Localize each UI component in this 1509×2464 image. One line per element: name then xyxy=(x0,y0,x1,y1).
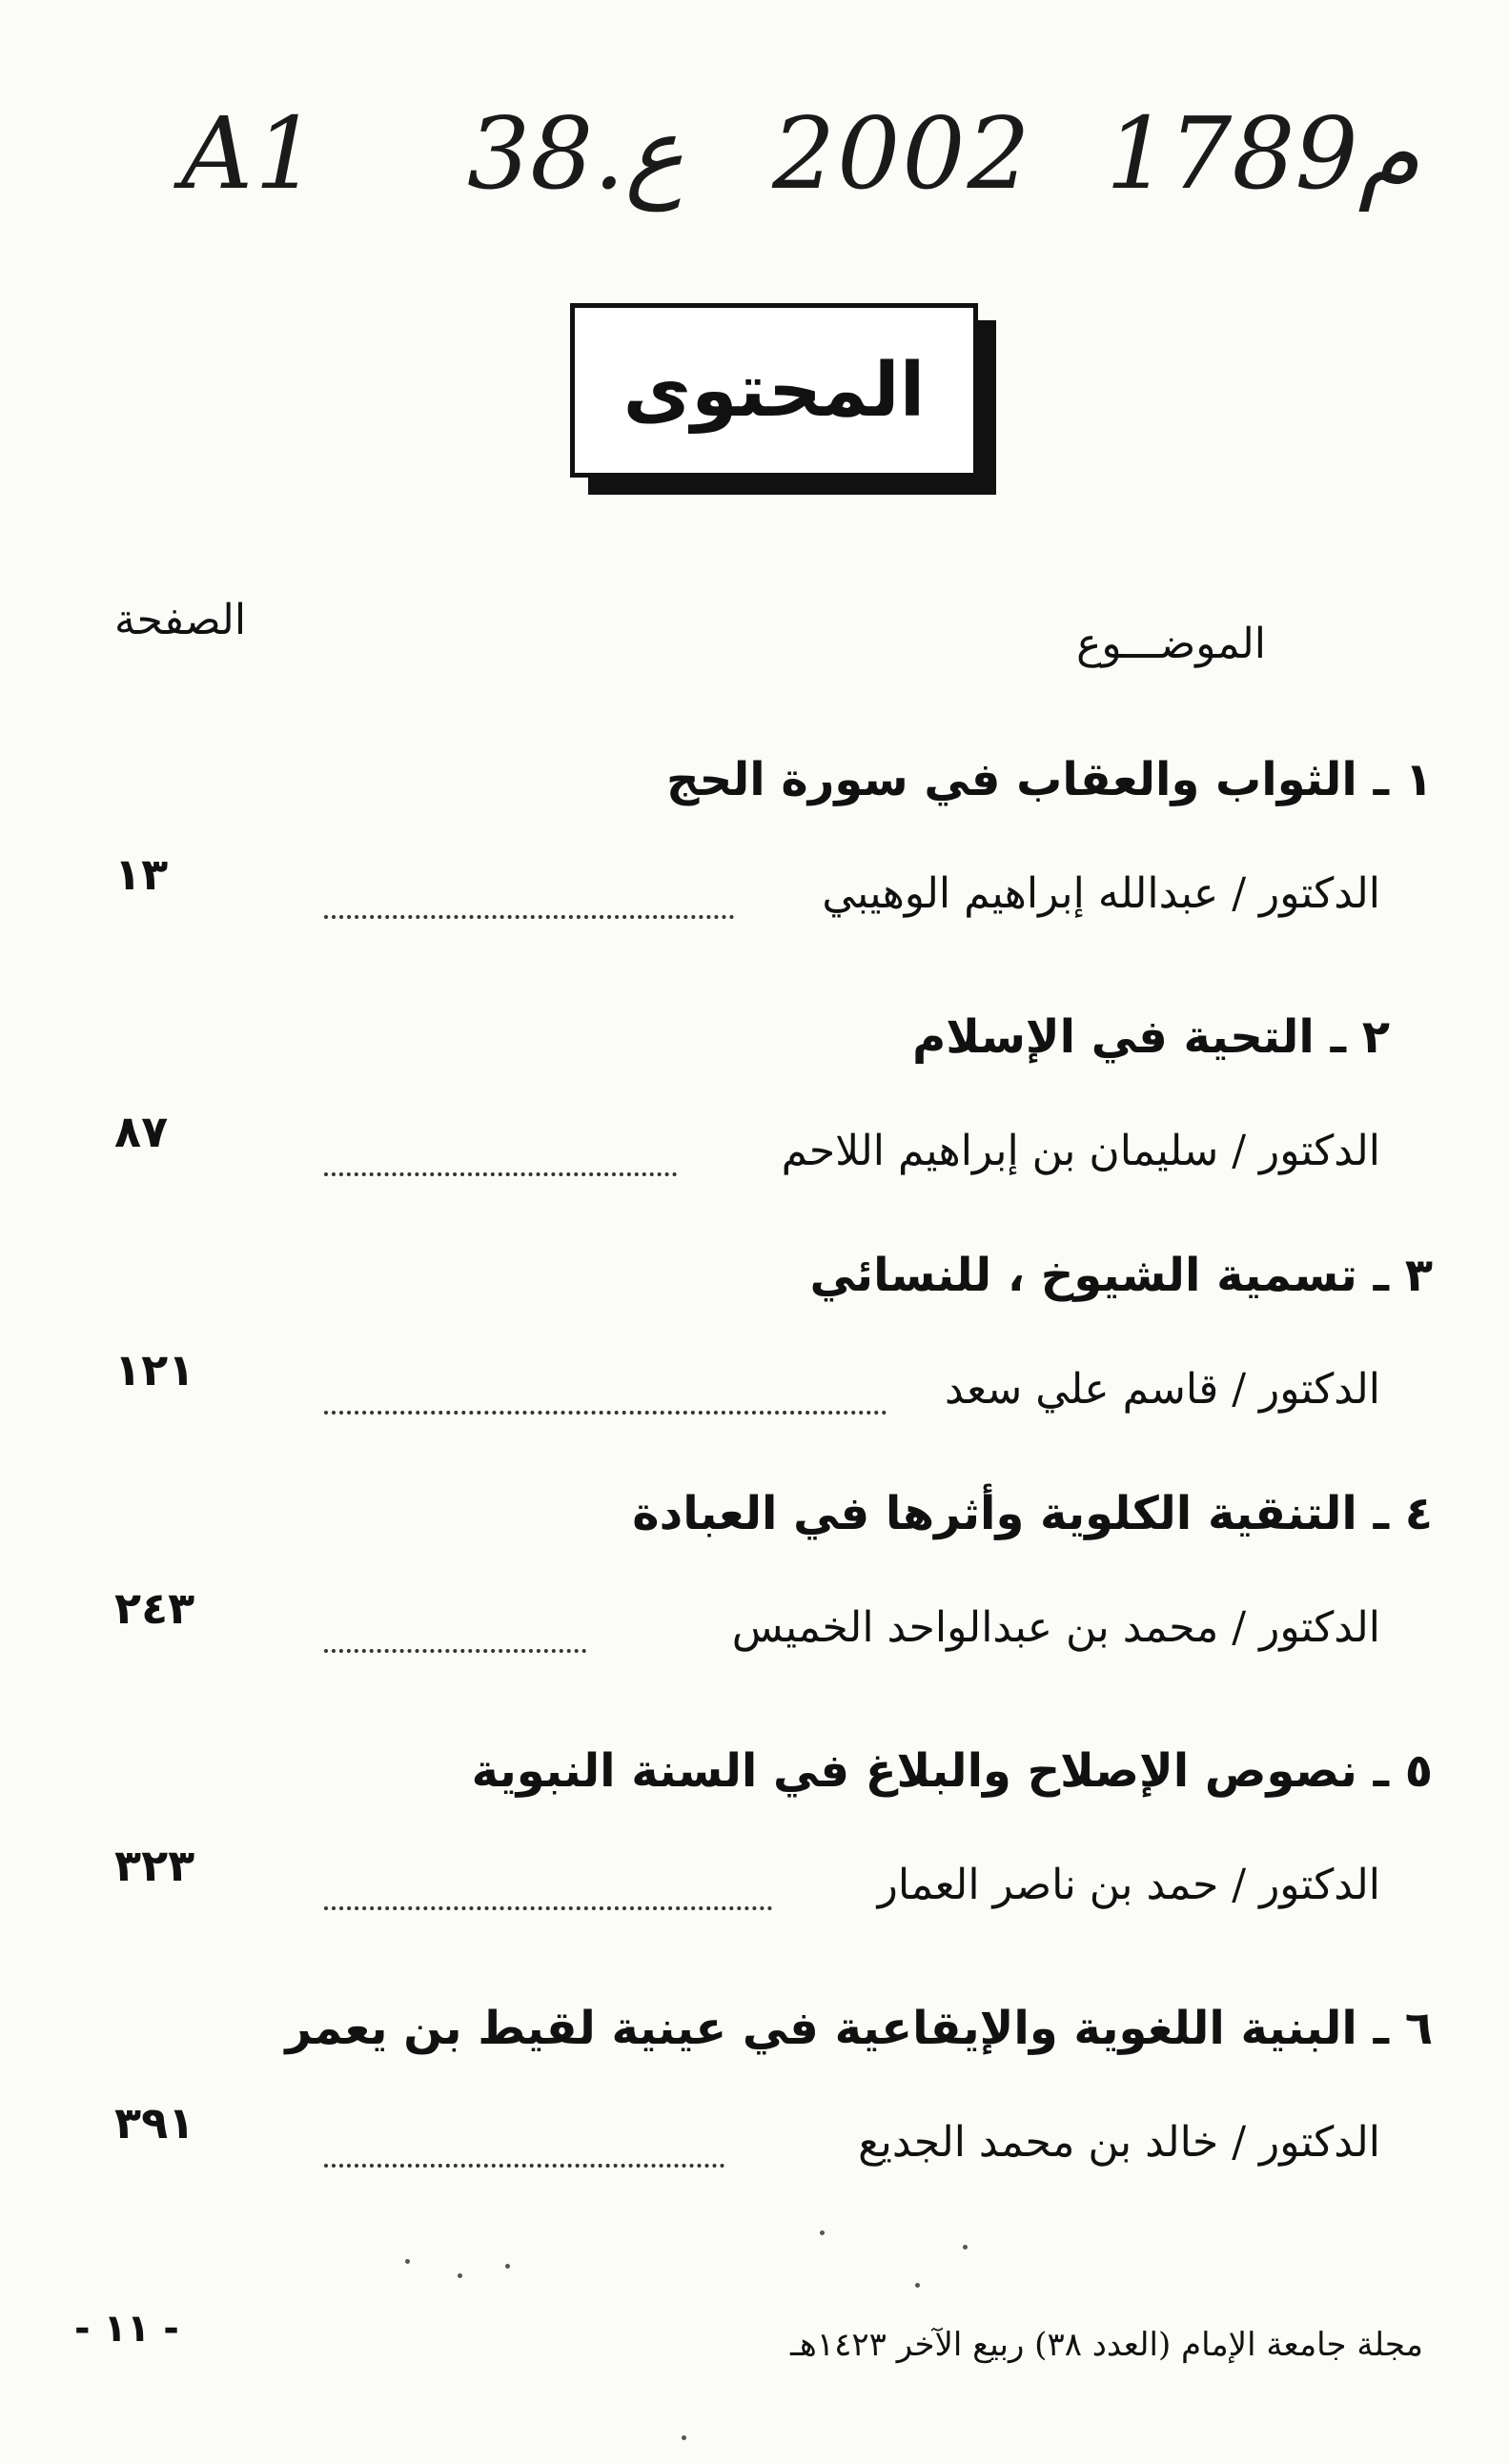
dot-leader xyxy=(324,1906,772,1910)
entry-page-number: ٢٤٣ xyxy=(114,1582,195,1634)
entry-page-number: ٣٩١ xyxy=(114,2097,195,2148)
entry-page-number: ٨٧ xyxy=(114,1106,169,1157)
topic-column-header: الموضـــوع xyxy=(1076,620,1266,668)
entry-author: الدكتور / سليمان بن إبراهيم اللاحم xyxy=(781,1127,1380,1175)
scan-speck xyxy=(820,2230,825,2235)
handwritten-note-part: 38.ع xyxy=(467,95,684,212)
scan-speck xyxy=(915,2283,920,2288)
entry-author: الدكتور / عبدالله إبراهيم الوهيبي xyxy=(822,869,1380,918)
entry-page-number: ٣٢٣ xyxy=(114,1840,195,1891)
entry-author: الدكتور / قاسم علي سعد xyxy=(945,1365,1380,1414)
entry-author: الدكتور / حمد بن ناصر العمار xyxy=(877,1861,1380,1909)
entry-page-number: ١٣ xyxy=(114,848,169,900)
entry-title: ٢ ـ التحية في الإسلام xyxy=(912,1010,1390,1064)
handwritten-note-part: 2002 xyxy=(772,95,1032,212)
handwritten-note xyxy=(181,95,1420,219)
scan-speck xyxy=(505,2264,510,2269)
scan-speck xyxy=(458,2273,462,2278)
entry-title: ٥ ـ نصوص الإصلاح والبلاغ في السنة النبوية xyxy=(471,1744,1433,1798)
page-column-header: الصفحة xyxy=(114,596,247,644)
page-title: المحتوى xyxy=(622,347,926,434)
entry-author: الدكتور / خالد بن محمد الجديع xyxy=(858,2118,1380,2167)
scan-speck xyxy=(963,2245,968,2250)
dot-leader xyxy=(324,1649,586,1653)
scan-speck xyxy=(682,2435,686,2440)
footer-journal-info: مجلة جامعة الإمام (العدد ٣٨) ربيع الآخر ١٤٢٣هـ xyxy=(789,2326,1423,2364)
handwritten-note-part: 1789م xyxy=(1106,95,1420,212)
dot-leader xyxy=(324,1172,677,1176)
handwritten-note-part: A1 xyxy=(181,95,320,212)
entry-page-number: ١٢١ xyxy=(114,1344,195,1395)
dot-leader xyxy=(324,915,734,919)
entry-title: ٤ ـ التنقية الكلوية وأثرها في العبادة xyxy=(632,1487,1433,1540)
title-box xyxy=(570,303,978,478)
footer-page-number: - ١١ - xyxy=(74,2307,179,2351)
dot-leader xyxy=(324,2164,724,2168)
entry-title: ١ ـ الثواب والعقاب في سورة الحج xyxy=(666,753,1433,806)
entry-title: ٦ ـ البنية اللغوية والإيقاعية في عينية لقيط بن يعمر xyxy=(285,2002,1433,2055)
scan-speck xyxy=(405,2259,410,2264)
entry-author: الدكتور / محمد بن عبدالواحد الخميس xyxy=(731,1603,1380,1652)
dot-leader xyxy=(324,1411,887,1415)
entry-title: ٣ ـ تسمية الشيوخ ، للنسائي xyxy=(809,1249,1433,1302)
